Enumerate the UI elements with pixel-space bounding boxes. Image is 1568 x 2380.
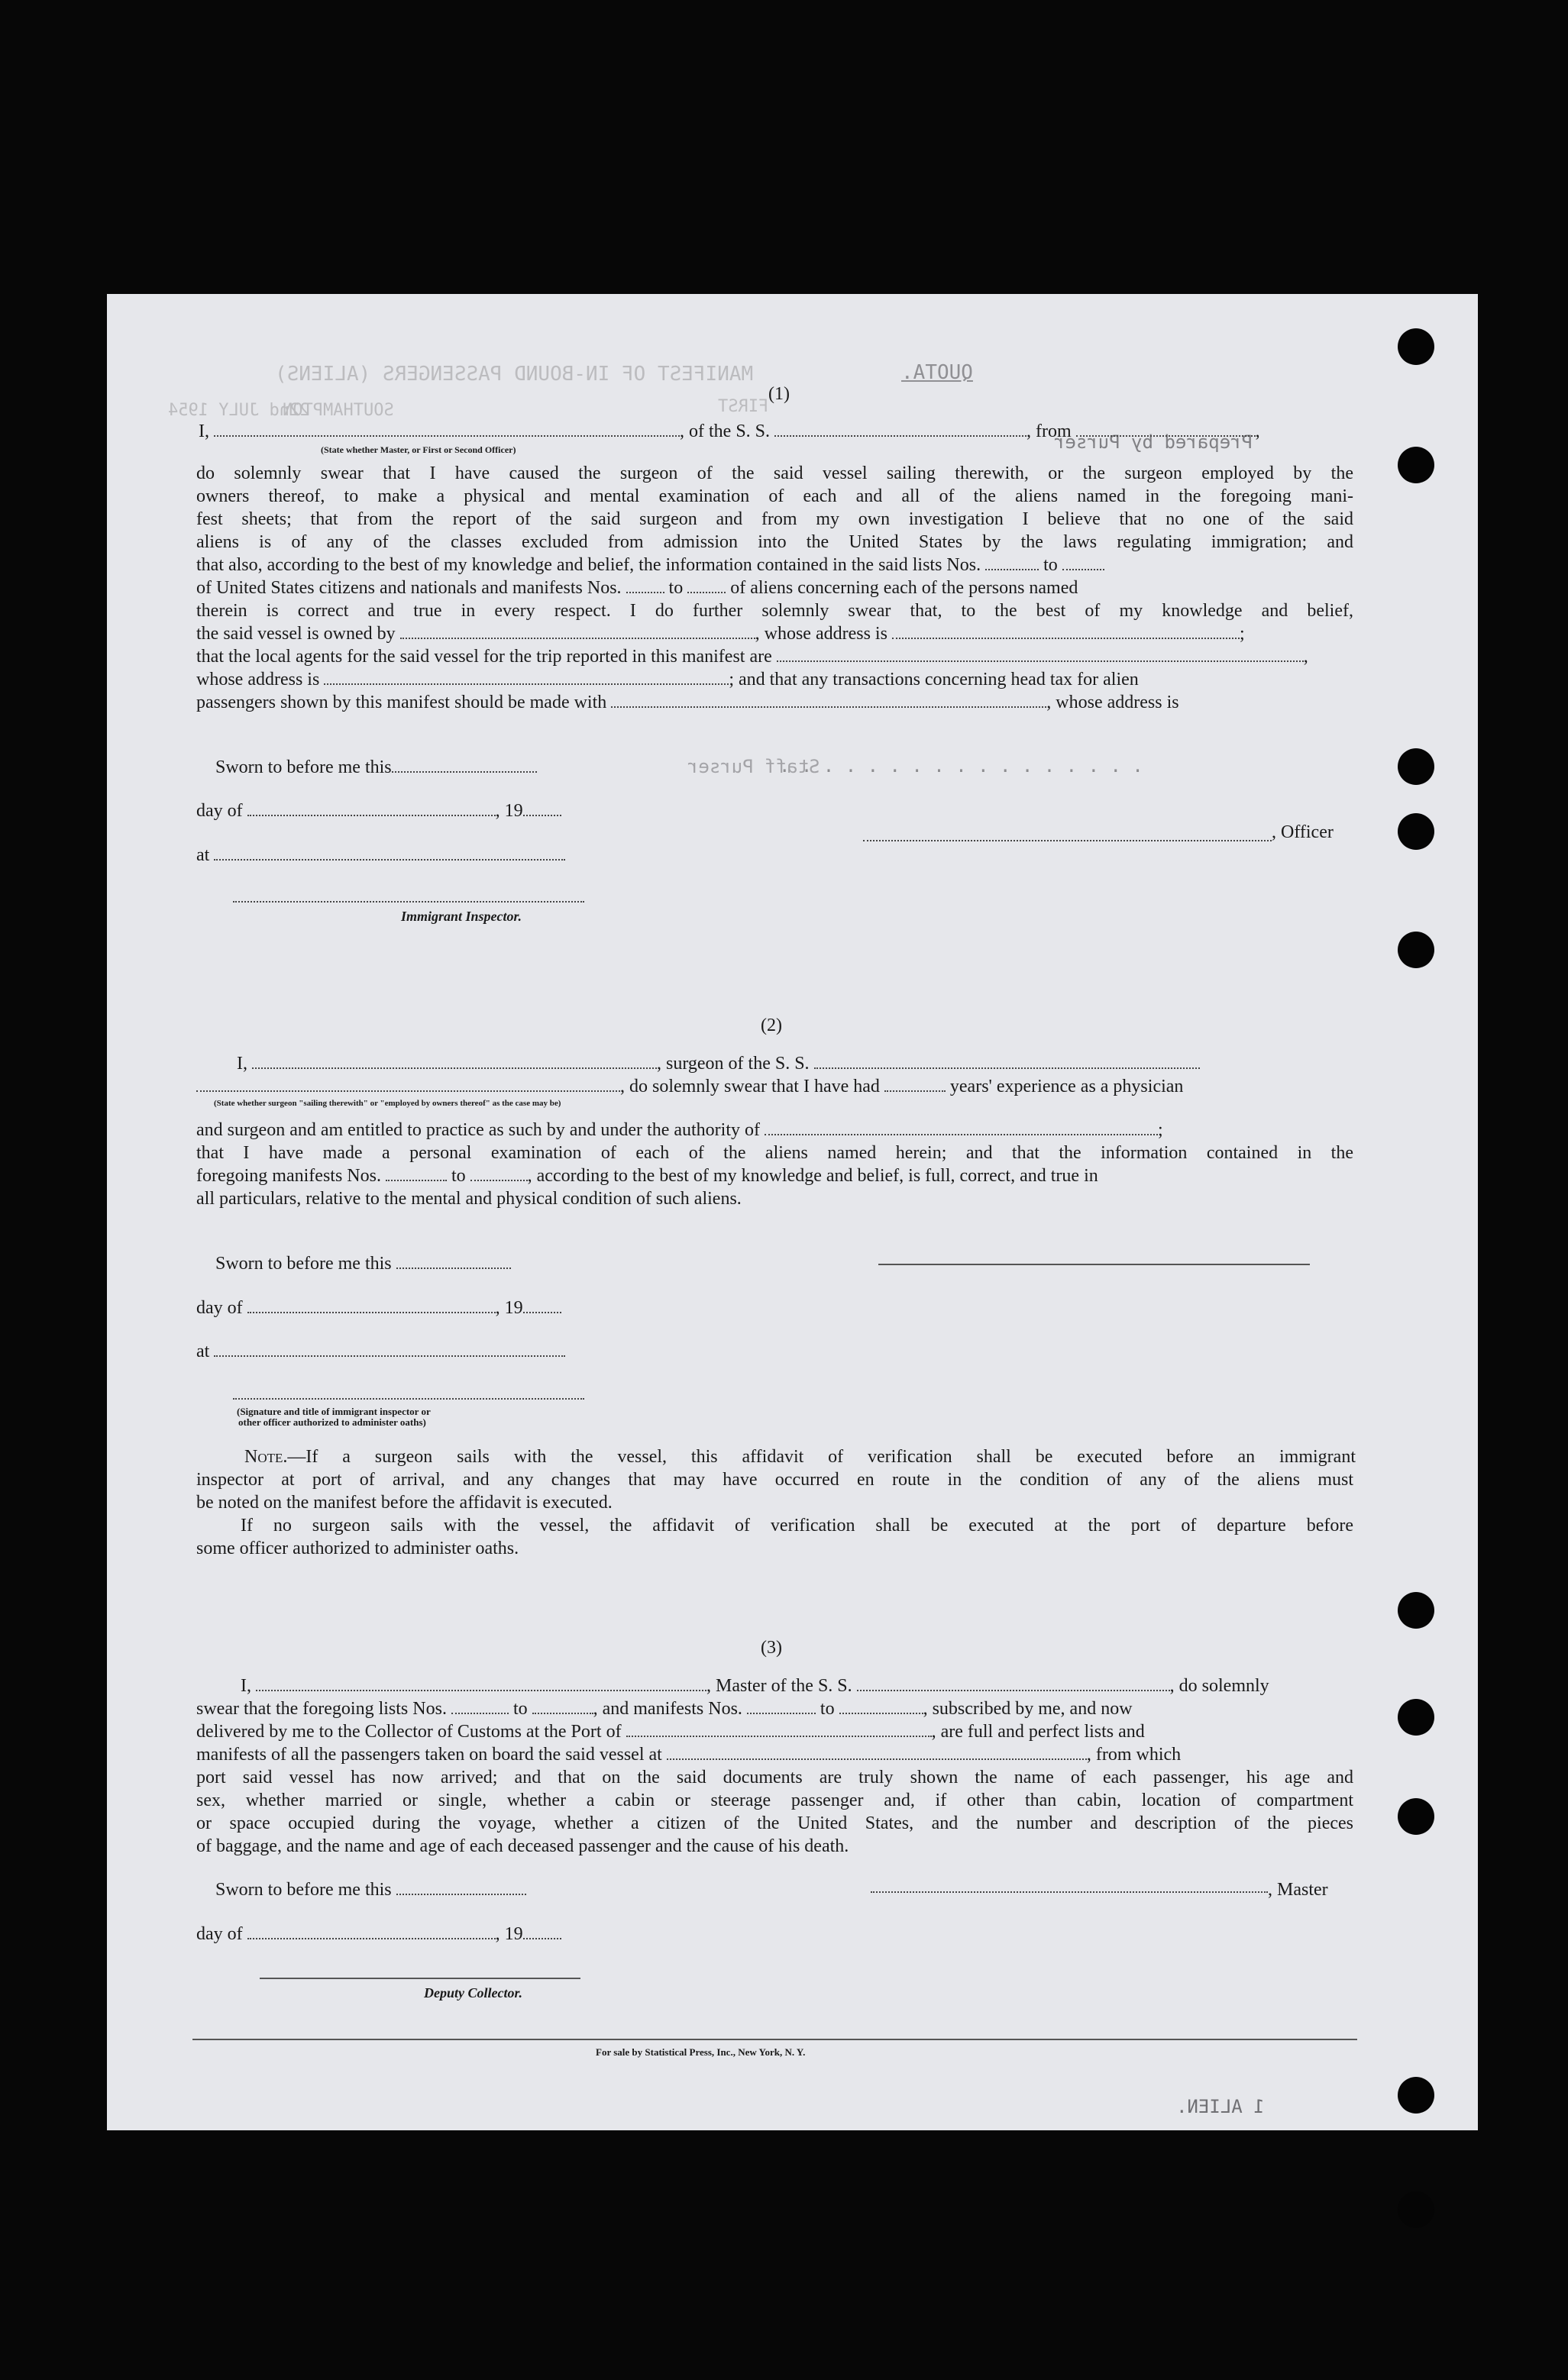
head-tax-label: ; and that any transactions concerning head tax for alien — [729, 670, 1139, 689]
local-agents-label: that the local agents for the said vessel for the trip reported in this manifest are — [196, 647, 772, 667]
inspector-signature-line[interactable] — [233, 901, 584, 903]
master-of-label: , Master of the S. S. — [706, 1676, 852, 1696]
punch-hole — [1398, 2191, 1434, 2228]
to-label: to — [668, 578, 684, 598]
note-line-1 — [244, 1445, 1356, 1468]
month-blank[interactable] — [247, 799, 496, 816]
local-agents-blank[interactable] — [777, 645, 1304, 662]
punch-hole — [1398, 2077, 1434, 2114]
lists-label: swear that the foregoing lists Nos. — [196, 1699, 447, 1719]
s1-body-line-7: therein is correct and true in every respect. I do further solemnly swear that, to the best of my knowledge and belief, — [196, 601, 1353, 621]
sworn-label: Sworn to before me this — [215, 1880, 392, 1900]
bleed-header-form: MANIFEST OF IN-BOUND PASSENGERS (ALIENS) — [275, 363, 754, 386]
from-label: , from — [1026, 421, 1072, 441]
note-line-3: be noted on the manifest before the affidavit is executed. — [196, 1493, 613, 1513]
owner-address-blank[interactable] — [892, 622, 1240, 639]
s2-manifest-from-blank[interactable] — [386, 1164, 447, 1181]
year-prefix: , 19 — [495, 1298, 523, 1318]
surgeon-of-label: , surgeon of the S. S. — [657, 1054, 810, 1074]
year-blank[interactable] — [523, 799, 561, 816]
surgeon-signature-line[interactable] — [878, 1264, 1310, 1265]
s3-day-of — [196, 1923, 561, 1946]
month-blank[interactable] — [247, 1297, 496, 1313]
s1-sworn — [215, 756, 537, 779]
punch-hole — [1398, 1592, 1434, 1629]
s1-body-line-3: fest sheets; that from the report of the said surgeon and from my own investigation I believe that no one of the said — [196, 509, 1353, 529]
s1-body-line-5 — [196, 554, 1104, 576]
surgeon-name-blank[interactable] — [252, 1052, 657, 1069]
surgeon-status-blank[interactable] — [196, 1075, 620, 1092]
signature-note-2: other officer authorized to administer oaths) — [238, 1416, 426, 1428]
i-label: I, — [237, 1054, 247, 1074]
s3-manifest-to-blank[interactable] — [839, 1697, 923, 1714]
s1-body-line-4: aliens is of any of the classes excluded from admission into the United States by the laws regulating immigration; and — [196, 532, 1353, 552]
punch-hole — [1398, 932, 1434, 968]
s3-line-7: or space occupied during the voyage, whether a citizen of the United States, and the number and description of the pieces — [196, 1813, 1353, 1833]
s1-line6-text: of United States citizens and nationals and manifests Nos. — [196, 578, 622, 598]
authority-blank[interactable] — [765, 1119, 1158, 1135]
year-blank[interactable] — [523, 1297, 561, 1313]
day-of-label: day of — [196, 1924, 243, 1944]
s3-line-3 — [196, 1720, 1356, 1743]
master-name-blank[interactable] — [256, 1674, 706, 1691]
collector-label: delivered by me to the Collector of Customs at the Port of — [196, 1722, 622, 1742]
punch-hole — [1398, 813, 1434, 850]
manifests-no-to-blank[interactable] — [687, 576, 726, 593]
s2-officer-signature-line[interactable] — [233, 1398, 584, 1400]
s1-body-line-9: that the local agents for the said vessel for the trip reported in this manifest are , — [196, 647, 1308, 667]
master-label: , Master — [1268, 1880, 1328, 1900]
sworn-day-blank[interactable] — [392, 756, 537, 773]
vessel-name-blank[interactable] — [774, 420, 1026, 437]
to-label: to — [820, 1699, 835, 1719]
manifests-no-from-blank[interactable] — [626, 576, 664, 593]
deputy-signature-line[interactable] — [260, 1978, 580, 1979]
s3-line-2 — [196, 1697, 1356, 1720]
year-blank[interactable] — [523, 1923, 561, 1939]
bleed-header-date: 22nd JULY 1954 — [168, 401, 310, 420]
s2-line-3: and surgeon and am entitled to practice as such by and under the authority of ; — [196, 1120, 1163, 1140]
s3-manifest-from-blank[interactable] — [747, 1697, 816, 1714]
place-blank[interactable] — [214, 844, 565, 861]
to-label: to — [512, 1699, 528, 1719]
signature-note-1: (Signature and title of immigrant inspector or — [237, 1406, 431, 1417]
s3-sworn — [215, 1878, 526, 1901]
bleed-quota: QUOTA. — [901, 361, 973, 384]
s2-manifest-to-blank[interactable] — [470, 1164, 528, 1181]
punch-hole — [1398, 1798, 1434, 1835]
state-officer-note: (State whether Master, or First or Second Officer) — [321, 444, 516, 455]
s3-vessel-blank[interactable] — [857, 1674, 1170, 1691]
master-signature-line[interactable] — [871, 1891, 1268, 1893]
s1-line6-end: of aliens concerning each of the persons named — [730, 578, 1078, 598]
of-ss-label: , of the S. S. — [680, 421, 771, 441]
s3-line-6: sex, whether married or single, whether a cabin or steerage passenger and, if other than cabin, location of compartment — [196, 1791, 1353, 1810]
do-solemnly-label: , do solemnly — [1169, 1676, 1269, 1696]
owned-by-label: the said vessel is owned by — [196, 624, 396, 644]
s2-line-1 — [237, 1052, 1200, 1075]
port-blank[interactable] — [626, 1720, 932, 1737]
punch-hole — [1398, 748, 1434, 785]
bleed-prepared-by: Prepared by Purser — [1054, 431, 1253, 453]
s2-line-5 — [196, 1164, 1353, 1187]
authority-label: and surgeon and am entitled to practice as such by and under the authority of — [196, 1120, 760, 1140]
lists-no-to-blank[interactable] — [1062, 554, 1104, 570]
lists-perfect-label: , are full and perfect lists and — [931, 1722, 1145, 1742]
deputy-collector-label: Deputy Collector. — [424, 1985, 522, 2001]
party-address-label: , whose address is — [1046, 693, 1179, 712]
section-1-number: (1) — [768, 384, 790, 404]
year-prefix: , 19 — [495, 1924, 523, 1944]
section-2-number: (2) — [761, 1016, 782, 1035]
from-port-blank[interactable] — [1076, 420, 1256, 437]
punch-hole — [1398, 1699, 1434, 1736]
note-label: Note. — [244, 1447, 288, 1467]
to-label: to — [451, 1166, 466, 1186]
s3-line-5: port said vessel has now arrived; and that on the said documents are truly shown the name of each passenger, his age and — [196, 1768, 1353, 1787]
s2-line-2 — [196, 1075, 1183, 1098]
officer-label: , Officer — [1272, 822, 1334, 842]
officer-signature-line[interactable] — [863, 840, 1272, 841]
year-prefix: , 19 — [495, 801, 523, 821]
s1-day-of — [196, 799, 561, 822]
s2-vessel-blank[interactable] — [814, 1052, 1200, 1069]
sworn-day-blank[interactable] — [396, 1878, 526, 1895]
section-3-number: (3) — [761, 1638, 782, 1658]
s2-at — [196, 1340, 565, 1363]
note-text-1: —If a surgeon sails with the vessel, this affidavit of verification shall be executed before an immigrant — [287, 1447, 1356, 1467]
lists-no-from-blank[interactable] — [985, 554, 1039, 570]
day-of-label: day of — [196, 1298, 243, 1318]
manifests-label: foregoing manifests Nos. — [196, 1166, 381, 1186]
made-with-label: passengers shown by this manifest should be made with — [196, 693, 607, 712]
bleed-header-port: SOUTHAMPTON — [283, 401, 394, 420]
manifests-label: , and manifests Nos. — [593, 1699, 742, 1719]
years-blank[interactable] — [884, 1075, 946, 1092]
footer-rule — [192, 2039, 1357, 2040]
at-label: at — [196, 845, 210, 865]
agent-address-label: whose address is — [196, 670, 320, 689]
s3-list-to-blank[interactable] — [532, 1697, 593, 1714]
section-1-line-1: I, , of the S. S. , from , — [199, 421, 1260, 441]
day-of-label: day of — [196, 801, 243, 821]
bleed-staff-purser: Staff Purser — [687, 756, 820, 777]
s2-line-4: that I have made a personal examination of each of the aliens named herein; and that the information contained in the — [196, 1143, 1353, 1163]
s2-day-of — [196, 1297, 561, 1319]
boarding-port-blank[interactable] — [667, 1743, 1087, 1760]
printer-credit: For sale by Statistical Press, Inc., New York, N. Y. — [596, 2046, 806, 2058]
at-label: at — [196, 1342, 210, 1361]
years-label: years' experience as a physician — [949, 1077, 1184, 1096]
s1-body-line-11 — [196, 691, 1179, 714]
owner-blank[interactable] — [400, 622, 755, 639]
owner-address-label: , whose address is — [755, 624, 887, 644]
officer-name-blank[interactable] — [214, 420, 680, 437]
s1-body-line-2: owners thereof, to make a physical and mental examination of each and all of the aliens named in the foregoing mani- — [196, 486, 1353, 506]
agent-address-blank[interactable] — [324, 668, 729, 685]
immigrant-inspector-label: Immigrant Inspector. — [401, 909, 522, 924]
punch-hole — [1398, 447, 1434, 483]
s2-line-6: all particulars, relative to the mental and physical condition of such aliens. — [196, 1189, 742, 1209]
note-line-5: some officer authorized to administer oaths. — [196, 1539, 519, 1558]
bleed-footer-stamp: 1 ALIEN. — [1176, 2096, 1265, 2117]
punch-hole — [1398, 328, 1434, 365]
head-tax-party-blank[interactable] — [611, 691, 1046, 708]
dotted-mark: . . . . . . . . . . . . . . . . . — [779, 755, 1143, 777]
sworn-label: Sworn to before me this — [215, 757, 392, 777]
month-blank[interactable] — [247, 1923, 496, 1939]
sworn-label: Sworn to before me this — [215, 1254, 392, 1274]
s1-body-line-8: the said vessel is owned by , whose address is ; — [196, 624, 1245, 644]
i-label: I, — [241, 1676, 251, 1696]
s1-at — [196, 844, 565, 867]
note-line-4: If no surgeon sails with the vessel, the affidavit of verification shall be executed at the port of departure before — [241, 1516, 1353, 1536]
swear-label: , do solemnly swear that I have had — [620, 1077, 880, 1096]
s1-line5-text: that also, according to the best of my knowledge and belief, the information contained in the said lists Nos. — [196, 555, 981, 575]
sworn-day-blank[interactable] — [396, 1252, 511, 1269]
s3-line-8: of baggage, and the name and age of each deceased passenger and the cause of his death. — [196, 1836, 849, 1856]
manifest-page — [107, 294, 1478, 2130]
s1-body-line-10 — [196, 668, 1353, 691]
note-line-2: inspector at port of arrival, and any changes that may have occurred en route in the condition of any of the aliens must — [196, 1470, 1353, 1490]
place-blank[interactable] — [214, 1340, 565, 1357]
taken-on-label: manifests of all the passengers taken on board the said vessel at — [196, 1745, 662, 1765]
from-which-label: , from which — [1086, 1745, 1182, 1765]
subscribed-label: , subscribed by me, and now — [923, 1699, 1133, 1719]
to-label: to — [1043, 555, 1058, 575]
s3-list-from-blank[interactable] — [451, 1697, 509, 1714]
surgeon-status-note: (State whether surgeon "sailing therewith" or "employed by owners thereof" as the case may be) — [214, 1099, 561, 1108]
s2-line5-end: , according to the best of my knowledge and belief, is full, correct, and true in — [527, 1166, 1098, 1186]
bleed-header-class: FIRST — [718, 397, 769, 416]
s3-line-4 — [196, 1743, 1356, 1766]
s1-body-line-6 — [196, 576, 1353, 599]
s2-sworn — [215, 1252, 511, 1275]
i-label: I, — [199, 421, 209, 441]
s1-body-line-1: do solemnly swear that I have caused the surgeon of the said vessel sailing therewith, or the surgeon employed by the — [196, 463, 1353, 483]
s3-line-1 — [241, 1674, 1356, 1697]
